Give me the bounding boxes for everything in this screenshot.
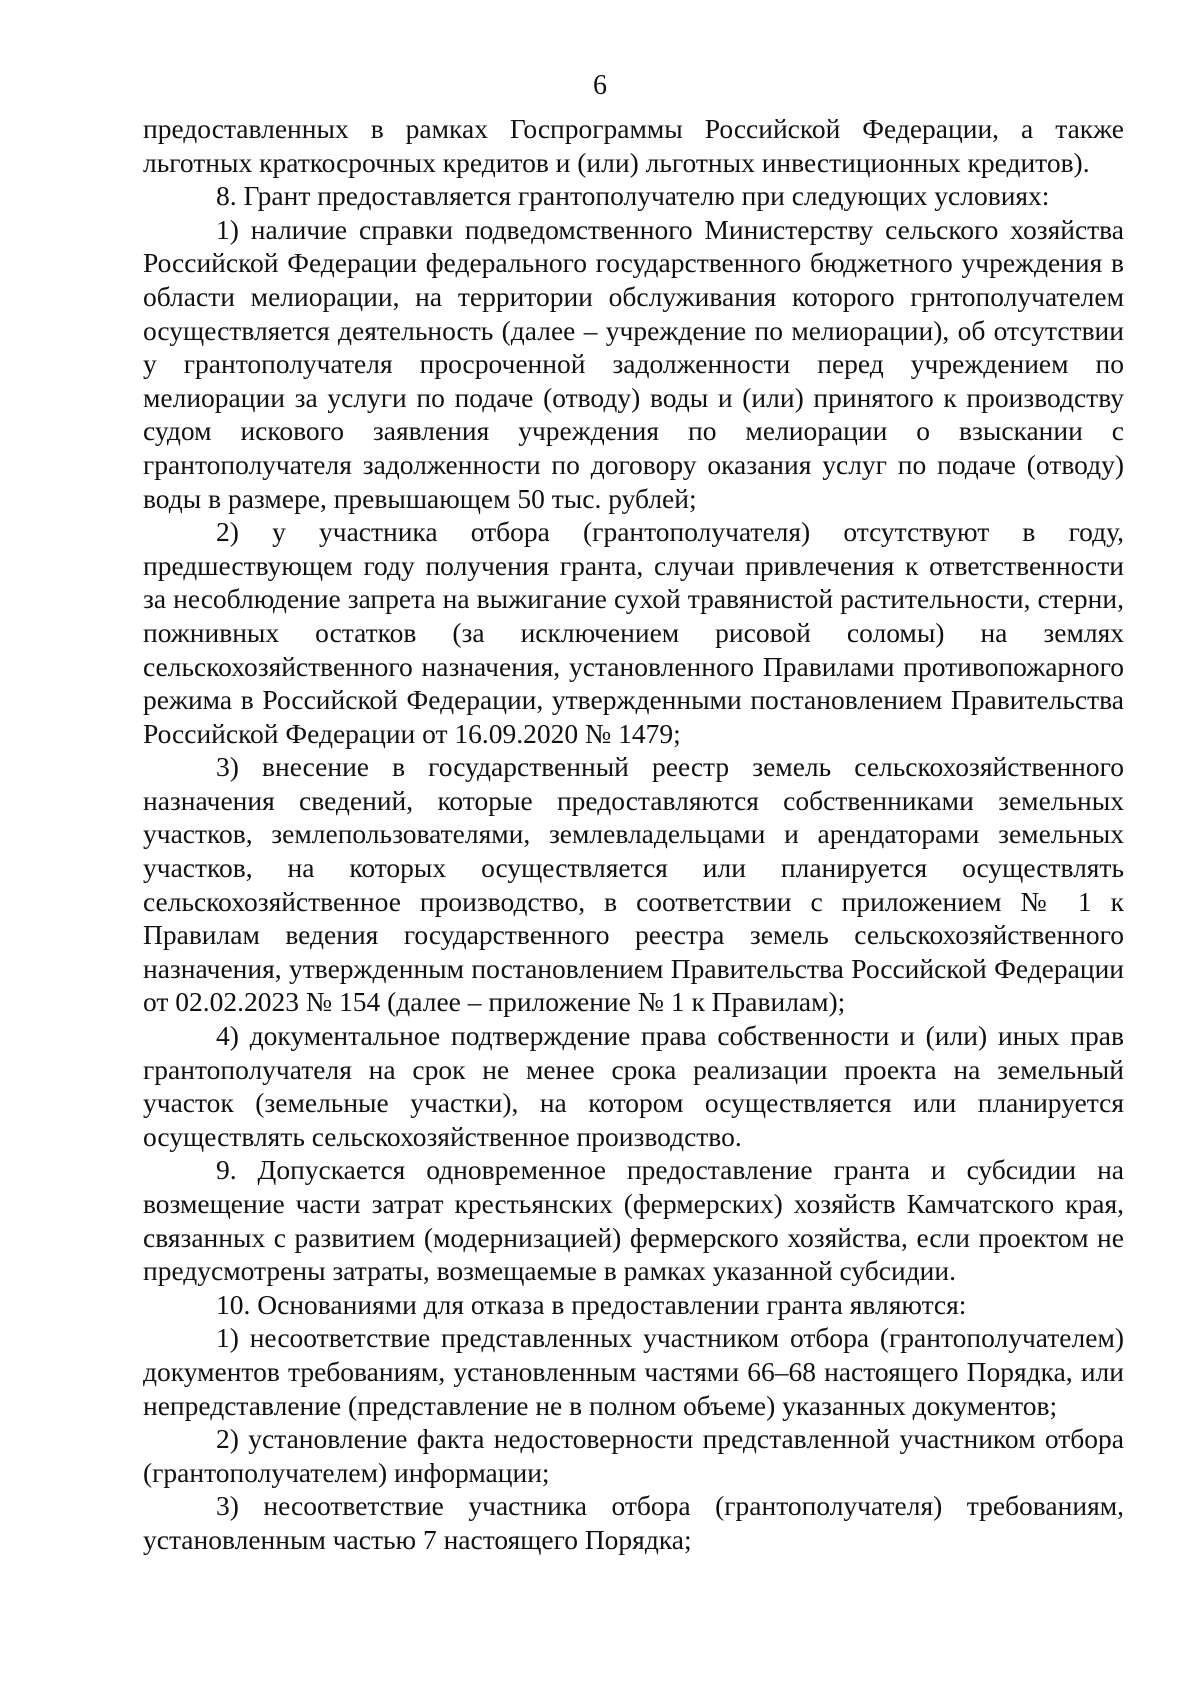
paragraph-clause-9: 9. Допускается одновременное предоставление гранта и субсидии на возмещение части затрат крестьянских (фермерских) хозяйств Камчатского края, связанных с развитием (модернизацией) фермерского хозяйства, если проектом не предусмотрены затраты, возмещаемые в рамках указанной субсидии. (143, 1154, 1124, 1287)
paragraph-clause-10-item-2: 2) установление факта недостоверности представленной участником отбора (грантополучателем) информации; (143, 1423, 1124, 1488)
paragraph-clause-8-item-2: 2) у участника отбора (грантополучателя) отсутствуют в году, предшествующем году получения гранта, случаи привлечения к ответственности за несоблюдение запрета на выжигание сухой травянистой растительности, стерни, пожнивных остатков (за исключением рисовой соломы) на землях сельскохозяйственного назначения, установленного Правилами противопожарного режима в Российской Федерации, утвержденными постановлением Правительства Российской Федерации от 16.09.2020 № 1479; (143, 516, 1124, 749)
document-body (143, 112, 1124, 1557)
paragraph-clause-8-item-3: 3) внесение в государственный реестр земель сельскохозяйственного назначения сведений, которые предоставляются собственниками земельных участков, землепользователями, землевладельцами и арендаторами земельных участков, на которых осуществляется или планируется осуществлять сельскохозяйственное производство, в соответствии с приложением № 1 к Правилам ведения государственного реестра земель сельскохозяйственного назначения, утвержденным постановлением Правительства Российской Федерации от 02.02.2023 № 154 (далее – приложение № 1 к Правилам); (143, 751, 1124, 1018)
paragraph-clause-8-item-1: 1) наличие справки подведомственного Министерству сельского хозяйства Российской Федерации федерального государственного бюджетного учреждения в области мелиорации, на территории обслуживания которого грнтополучателем осуществляется деятельность (далее – учреждение по мелиорации), об отсутствии у грантополучателя просроченной задолженности перед учреждением по мелиорации за услуги по подаче (отводу) воды и (или) принятого к производству судом искового заявления учреждения по мелиорации о взыскании с грантополучателя задолженности по договору оказания услуг по подаче (отводу) воды в размере, превышающем 50 тыс. рублей; (143, 213, 1124, 514)
paragraph-clause-10-item-3: 3) несоответствие участника отбора (грантополучателя) требованиям, установленным частью 7 настоящего Порядка; (143, 1490, 1124, 1555)
paragraph-clause-10: 10. Основаниями для отказа в предоставлении гранта являются: (216, 1288, 967, 1320)
paragraph-continuation: предоставленных в рамках Госпрограммы Российской Федерации, а также льготных краткосрочных кредитов и (или) льготных инвестиционных кредитов). (143, 113, 1124, 178)
paragraph-clause-10-item-1: 1) несоответствие представленных участником отбора (грантополучателем) документов требованиям, установленным частями 66–68 настоящего Порядка, или непредставление (представление не в полном объеме) указанных документов; (143, 1322, 1124, 1421)
page-number: 6 (593, 70, 607, 101)
paragraph-clause-8-item-4: 4) документальное подтверждение права собственности и (или) иных прав грантополучателя на срок не менее срока реализации проекта на земельный участок (земельные участки), на котором осуществляется или планируется осуществлять сельскохозяйственное производство. (143, 1020, 1124, 1152)
paragraph-clause-8: 8. Грант предоставляется грантополучателю при следующих условиях: (216, 180, 1050, 212)
